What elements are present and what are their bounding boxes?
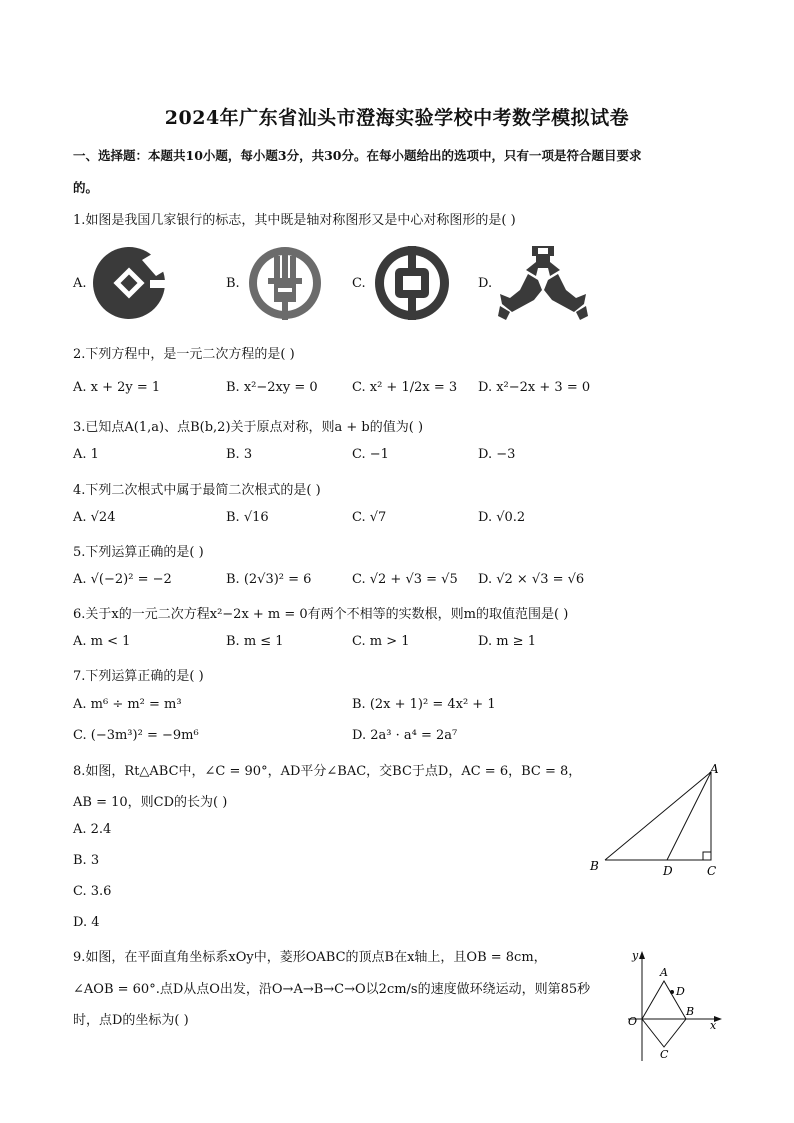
q8-option-a[interactable]: A. 2.4 (73, 822, 112, 837)
rhombus-figure (620, 945, 730, 1065)
q4-option-a[interactable]: A. √24 (73, 510, 116, 525)
q1-option-d[interactable]: D. (478, 276, 493, 291)
question-8-stem: 8.如图，Rt△ABC中，∠C = 90°，AD平分∠BAC，交BC于点D，AC = 6，BC = 8， (73, 764, 582, 779)
question-9-stem-cont2: 时，点D的坐标为( ) (73, 1013, 189, 1028)
bank-agricultural-logo (246, 244, 324, 322)
q7-option-a[interactable]: A. m⁶ ÷ m² = m³ (73, 697, 182, 712)
q5-option-a[interactable]: A. √(−2)² = −2 (73, 572, 172, 587)
q4-option-b[interactable]: B. √16 (226, 510, 269, 525)
q4-option-d[interactable]: D. √0.2 (478, 510, 526, 525)
question-6-stem: 6.关于x的一元二次方程x²−2x + m = 0有两个不相等的实数根，则m的取值范围是( ) (73, 607, 569, 622)
label-b: B (686, 1005, 695, 1018)
q1-option-c[interactable]: C. (352, 276, 366, 291)
q1-option-b[interactable]: B. (226, 276, 240, 291)
question-3-stem: 3.已知点A(1,a)、点B(b,2)关于原点对称，则a + b的值为( ) (73, 420, 424, 435)
q8-option-d[interactable]: D. 4 (73, 915, 100, 930)
question-5-stem: 5.下列运算正确的是( ) (73, 545, 204, 560)
label-x: x (710, 1019, 717, 1032)
label-a: A (660, 966, 668, 979)
q3-option-c[interactable]: C. −1 (352, 447, 389, 462)
page-title: 2024年广东省汕头市澄海实验学校中考数学模拟试卷 (164, 107, 630, 129)
label-d: D (676, 985, 685, 998)
triangle-figure (585, 760, 725, 880)
q4-option-c[interactable]: C. √7 (352, 510, 387, 525)
q5-option-d[interactable]: D. √2 × √3 = √6 (478, 572, 585, 587)
q2-option-d[interactable]: D. x²−2x + 3 = 0 (478, 380, 591, 395)
section-heading-cont: 的。 (73, 180, 99, 195)
q6-option-d[interactable]: D. m ≥ 1 (478, 634, 536, 649)
label-a: A (710, 762, 719, 776)
q1-option-a[interactable]: A. (73, 276, 87, 291)
q8-option-c[interactable]: C. 3.6 (73, 884, 112, 899)
q6-option-c[interactable]: C. m > 1 (352, 634, 410, 649)
label-o: O (628, 1015, 638, 1028)
q2-option-a[interactable]: A. x + 2y = 1 (73, 380, 161, 395)
question-8-stem-cont: AB = 10，则CD的长为( ) (73, 795, 228, 810)
q5-option-c[interactable]: C. √2 + √3 = √5 (352, 572, 458, 587)
bank-construction-logo (90, 244, 168, 322)
question-9-stem-cont: ∠AOB = 60°.点D从点O出发，沿O→A→B→C→O以2cm/s的速度做环绕运动，则第85秒 (73, 982, 591, 997)
label-b: B (590, 859, 599, 873)
q2-option-c[interactable]: C. x² + 1/2x = 3 (352, 380, 458, 395)
question-9-stem: 9.如图，在平面直角坐标系xOy中，菱形OABC的顶点B在x轴上，且OB = 8cm， (73, 950, 547, 965)
section-heading: 一、选择题：本题共10小题，每小题3分，共30分。在每小题给出的选项中，只有一项是符合题目要求 (73, 148, 642, 163)
q2-option-b[interactable]: B. x²−2xy = 0 (226, 380, 318, 395)
question-4-stem: 4.下列二次根式中属于最简二次根式的是( ) (73, 483, 321, 498)
label-c: C (660, 1048, 669, 1061)
q8-option-b[interactable]: B. 3 (73, 853, 100, 868)
question-2-stem: 2.下列方程中，是一元二次方程的是( ) (73, 347, 295, 362)
label-c: C (707, 864, 717, 878)
label-d: D (663, 864, 673, 878)
q6-option-b[interactable]: B. m ≤ 1 (226, 634, 284, 649)
q3-option-b[interactable]: B. 3 (226, 447, 253, 462)
q3-option-a[interactable]: A. 1 (73, 447, 99, 462)
q3-option-d[interactable]: D. −3 (478, 447, 516, 462)
q5-option-b[interactable]: B. (2√3)² = 6 (226, 572, 312, 587)
bank-communications-logo (498, 240, 588, 324)
bank-of-china-logo (373, 244, 451, 322)
label-y: y (632, 949, 639, 962)
question-7-stem: 7.下列运算正确的是( ) (73, 669, 204, 684)
q7-option-d[interactable]: D. 2a³ · a⁴ = 2a⁷ (352, 728, 458, 743)
q6-option-a[interactable]: A. m < 1 (73, 634, 131, 649)
question-1-stem: 1.如图是我国几家银行的标志，其中既是轴对称图形又是中心对称图形的是( ) (73, 213, 516, 228)
q7-option-c[interactable]: C. (−3m³)² = −9m⁶ (73, 728, 199, 743)
q7-option-b[interactable]: B. (2x + 1)² = 4x² + 1 (352, 697, 496, 712)
